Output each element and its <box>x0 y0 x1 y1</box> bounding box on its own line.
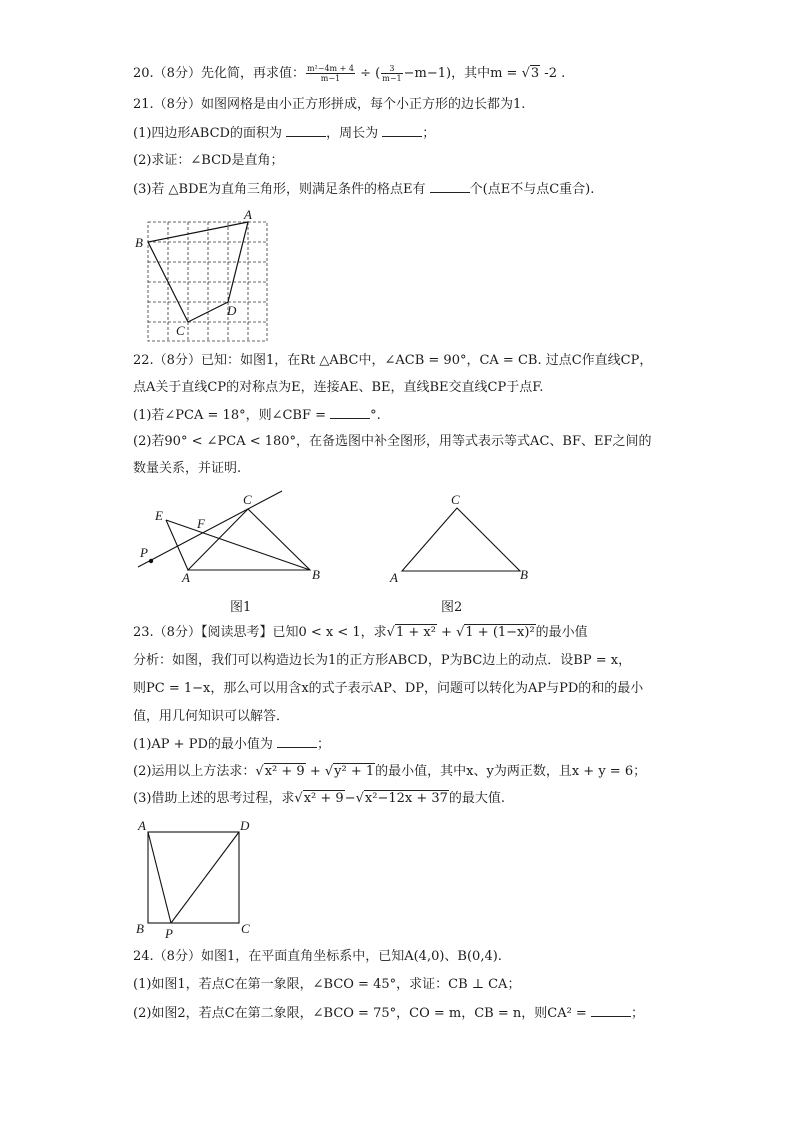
q23-label-p: P <box>165 926 173 941</box>
q23-part1: (1)AP + PD的最小值为 ； <box>133 737 331 752</box>
q23-analysis-line3: 值，用几何知识可以解答． <box>133 709 290 724</box>
q21-label-d: D <box>227 303 237 318</box>
q23-analysis-line2: 则PC = 1−x，那么可以用含x的式子表示AP、DP，问题可以转化为AP与PD的和的最小 <box>133 681 644 696</box>
q23-square-figure <box>133 815 263 940</box>
q24-ca-blank[interactable] <box>591 1004 631 1017</box>
q22-fig1-label-p: P <box>140 545 148 560</box>
q22-line2: 点A关于直线CP的对称点为E，连接AE、BE，直线BE交直线CP于点F. <box>133 380 544 395</box>
q22-fig1-label-a: A <box>182 570 190 585</box>
q24-part1: (1)如图1，若点C在第一象限，∠BCO = 45°，求证：CB ⊥ CA； <box>133 977 521 992</box>
q23-segment-pd <box>171 832 239 923</box>
q23-sqrt-2: 1 + (1−x)² <box>465 625 535 640</box>
q22-figure-2 <box>385 490 535 585</box>
q21-count-blank[interactable] <box>430 180 470 193</box>
q21-part2: (2)求证：∠BCD是直角； <box>133 153 284 168</box>
q22-fig2-label-a: A <box>390 570 398 585</box>
q22-point-p <box>149 559 153 563</box>
q21-label-b: B <box>135 235 143 250</box>
q20-fraction-1: $\frac{\text{m²−4m + 4}}{m-1}$ <box>306 64 355 83</box>
q22-fig2-triangle-abc <box>402 508 520 571</box>
q23-label-a: A <box>138 818 146 833</box>
q22-fig1-label-f: F <box>197 516 205 531</box>
q23-sqrt-1: 1 + x² <box>395 625 436 640</box>
q22-part1: (1)若∠PCA = 18°，则∠CBF = °. <box>133 408 381 423</box>
q21-part1: (1)四边形ABCD的面积为 ，周长为 ； <box>133 126 436 141</box>
q22-part2-line2: 数量关系，并证明. <box>133 461 242 476</box>
q22-triangle-abc <box>188 509 310 570</box>
q22-segment-eb <box>166 520 310 570</box>
q22-caption-2: 图2 <box>441 600 463 615</box>
q22-figure-1 <box>130 486 330 586</box>
q22-angle-blank[interactable] <box>330 406 370 419</box>
q23-label-c: C <box>241 921 250 936</box>
q22-title: 22.（8分）已知：如图1，在Rt △ABC中，∠ACB = 90°，CA = CB. 过点C作直线CP， <box>133 353 653 368</box>
q23-min-blank[interactable] <box>277 735 317 748</box>
q23-segment-ap <box>148 832 171 923</box>
q23-part3: (3)借助上述的思考过程，求√x² + 9−√x²−12x + 37的最大值. <box>133 791 506 806</box>
q22-fig2-label-c: C <box>451 492 460 507</box>
q20-prefix: 20.（8分）先化简，再求值： <box>133 66 305 81</box>
q21-grid <box>148 222 267 341</box>
q21-area-blank[interactable] <box>286 124 326 137</box>
q22-caption-1: 图1 <box>230 600 252 615</box>
q20-divide: ÷ ( <box>356 66 381 81</box>
q21-part3: (3)若 △BDE为直角三角形，则满足条件的格点E有 个(点E不与点C重合). <box>133 182 595 197</box>
q21-label-a: A <box>244 207 252 222</box>
q20-fraction-2: $\frac{3}{m-1}$ <box>382 64 402 83</box>
q21-label-c: C <box>176 323 185 338</box>
q21-perimeter-blank[interactable] <box>382 124 422 137</box>
q22-line-cp <box>138 491 282 567</box>
q22-fig1-label-c: C <box>243 492 252 507</box>
q23-label-b: B <box>136 921 144 936</box>
q22-part2-line1: (2)若90° < ∠PCA < 180°，在备选图中补全图形，用等式表示等式AC、BF、EF之间的 <box>133 434 652 449</box>
q21-title: 21.（8分）如图网格是由小正方形拼成，每个小正方形的边长都为1. <box>133 97 526 112</box>
q21-grid-figure <box>130 205 280 345</box>
q20-line: 20.（8分）先化简，再求值： $\frac{\text{m²−4m + 4}}{m-1}$ ÷ ( $\frac{3}{m-1}$ −m−1)，其中m = √3 -2 . <box>133 64 566 83</box>
q23-square-abcd <box>148 832 239 923</box>
q20-tail: −m−1)，其中m = <box>403 66 522 81</box>
q22-fig2-label-b: B <box>520 567 528 582</box>
q22-fig1-label-e: E <box>155 508 163 523</box>
q23-analysis-line1: 分析：如图，我们可以构造边长为1的正方形ABCD，P为BC边上的动点．设BP = x， <box>133 653 632 668</box>
q22-segment-ae <box>166 520 188 570</box>
q22-fig1-label-b: B <box>312 567 320 582</box>
q23-part2: (2)运用以上方法求：√x² + 9 + √y² + 1的最小值，其中x、y为两正数，且x + y = 6； <box>133 764 647 779</box>
q24-title: 24.（8分）如图1，在平面直角坐标系中，已知A(4,0)、B(0,4). <box>133 949 502 964</box>
q20-end: -2 . <box>540 66 566 81</box>
q24-part2: (2)如图2，若点C在第二象限，∠BCO = 75°，CO = m，CB = n，则CA² = ； <box>133 1006 644 1021</box>
q23-label-d: D <box>240 818 250 833</box>
q23-title: 23.（8分）【阅读思考】已知0 < x < 1，求√1 + x² + √1 + (1−x)²的最小值 <box>133 625 588 640</box>
q20-sqrt: 3 <box>530 66 540 81</box>
